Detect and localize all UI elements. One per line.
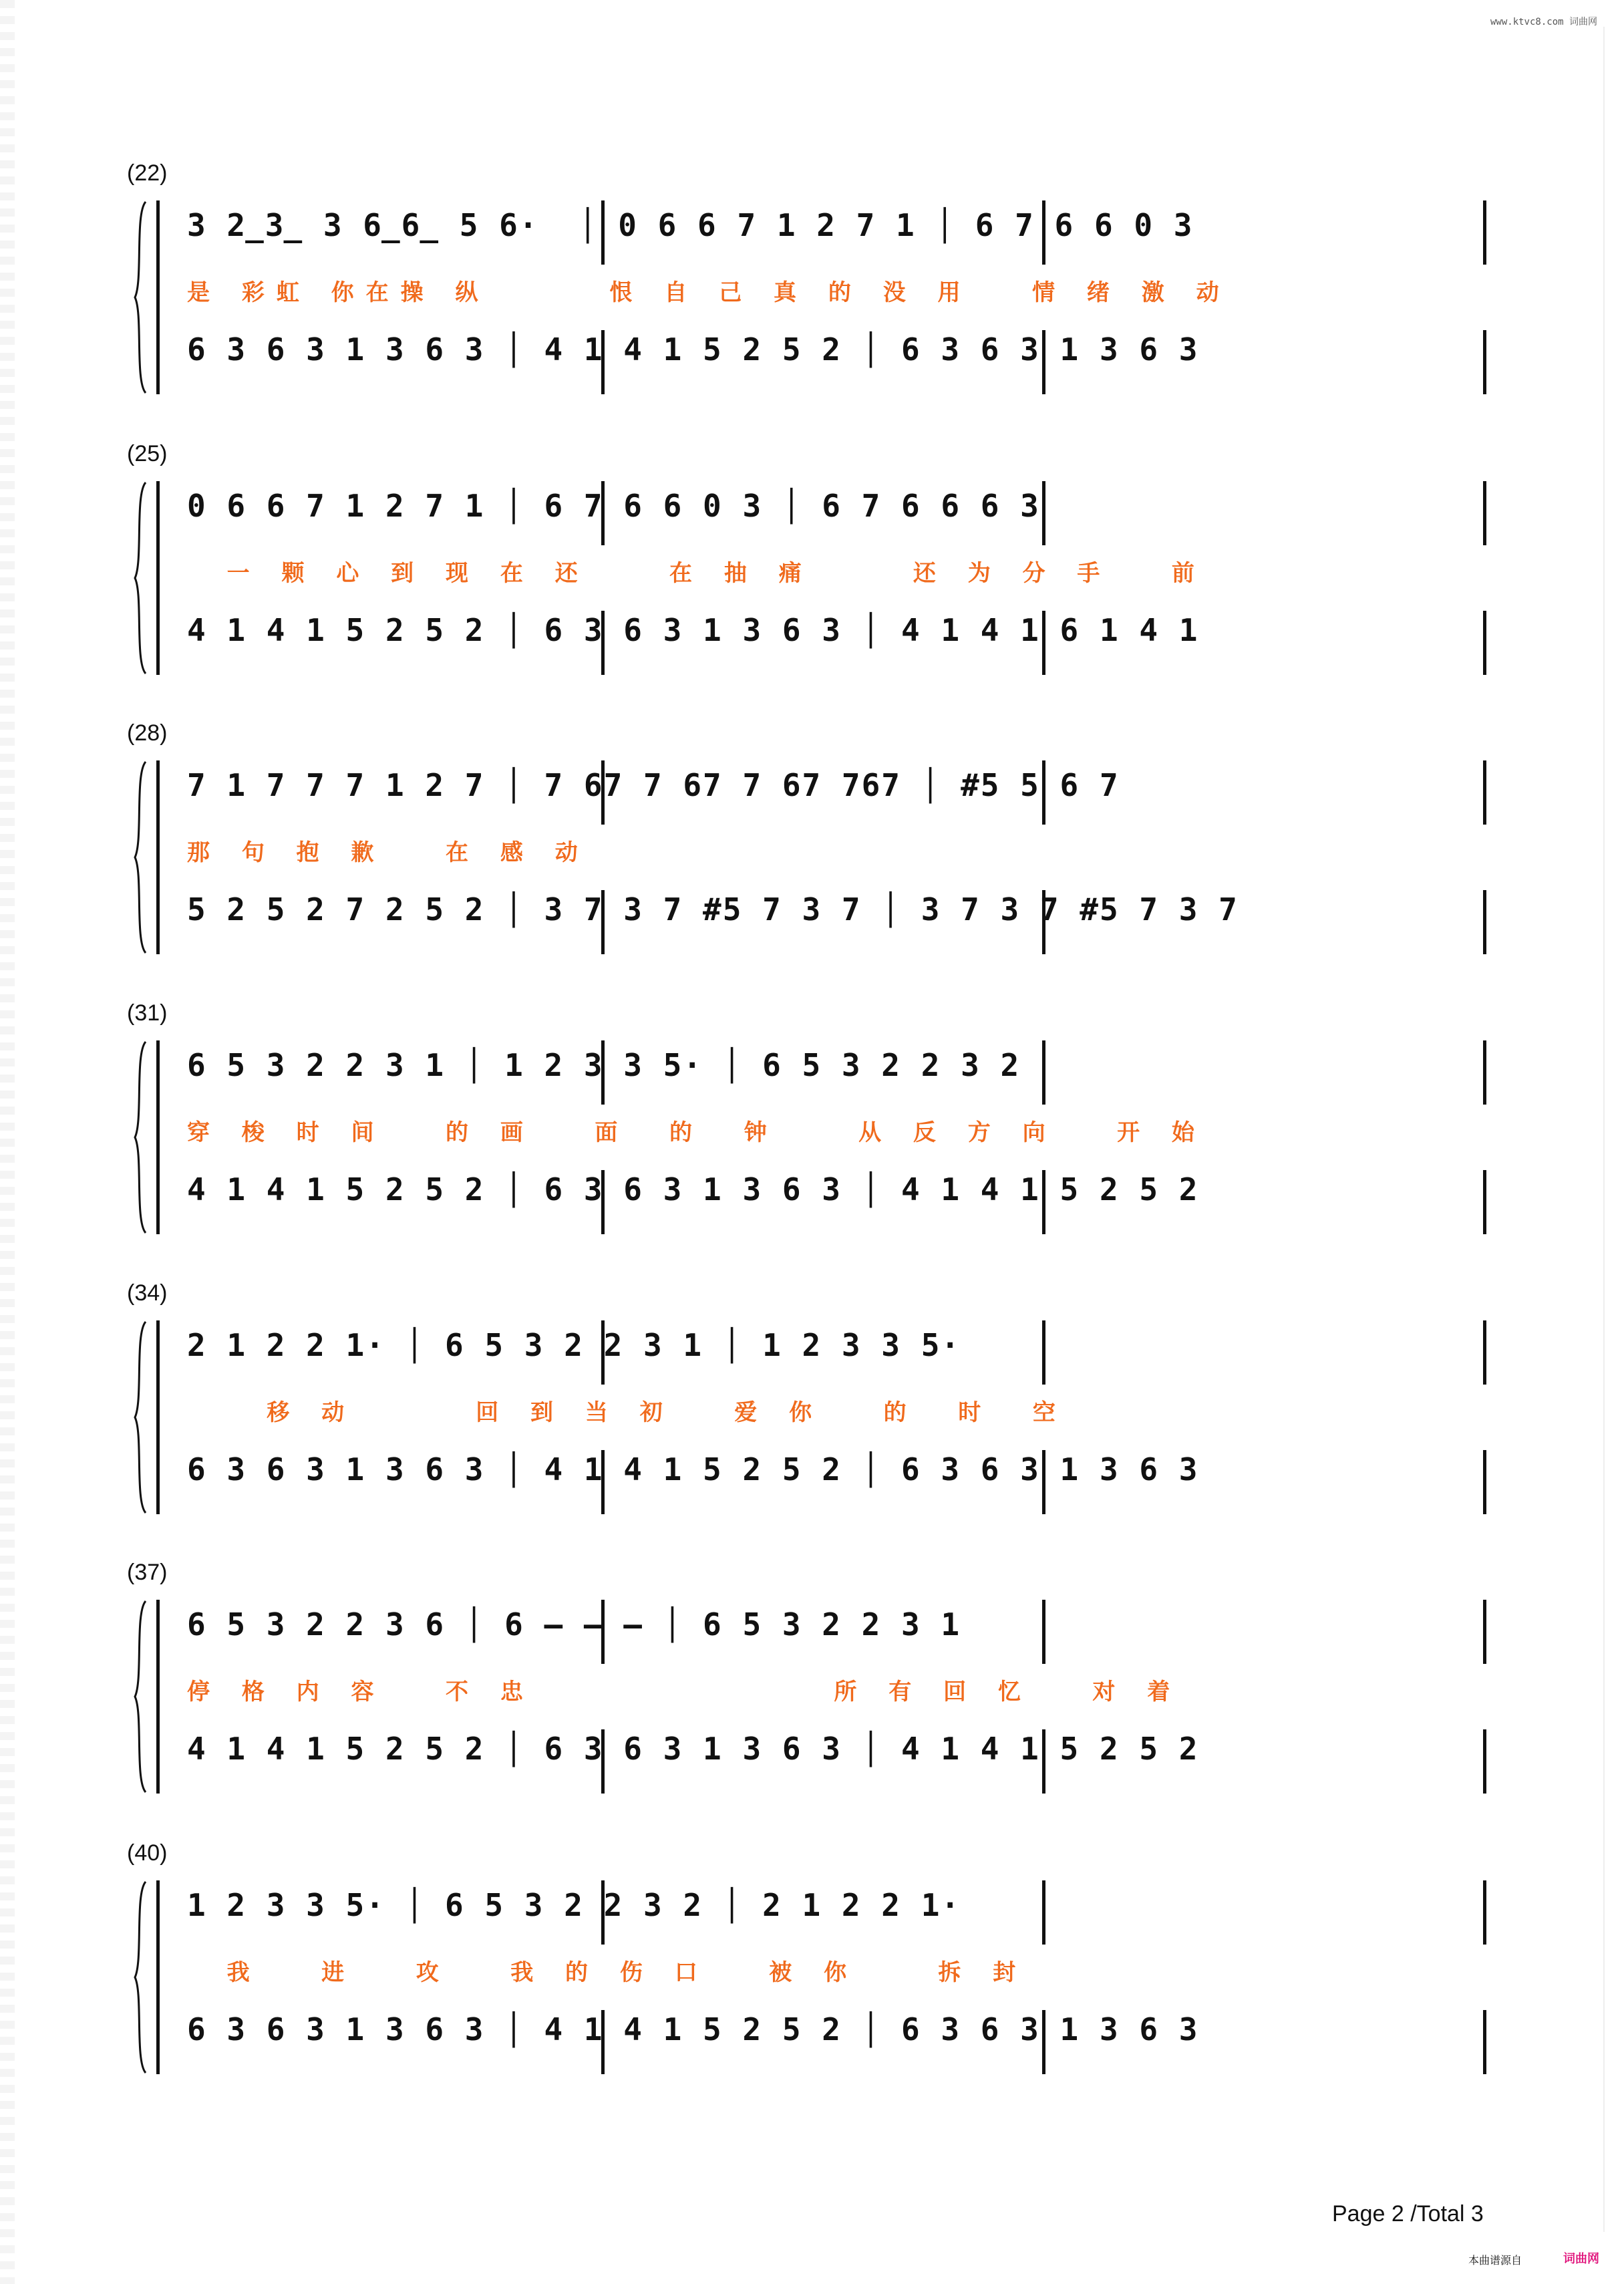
bass-line bbox=[187, 612, 1496, 659]
bass-line-text: 4 1 4 1 5 2 5 2 │ 6 3 6 3 1 3 6 3 │ 4 1 4 1 6 1 4 1 bbox=[187, 612, 1199, 648]
measure-number: (34) bbox=[127, 1280, 168, 1306]
system-brace bbox=[132, 1600, 148, 1794]
measure-number: (25) bbox=[127, 441, 168, 466]
system-brace bbox=[132, 760, 148, 954]
system-start-bar bbox=[156, 1880, 160, 2074]
melody-line bbox=[187, 1887, 1496, 1934]
system-brace bbox=[132, 1320, 148, 1514]
lyrics-line bbox=[187, 1389, 1496, 1435]
lyrics-line bbox=[187, 1668, 1496, 1715]
source-note: 本曲谱源自 bbox=[1468, 2255, 1522, 2267]
lyrics-line bbox=[187, 1109, 1496, 1155]
melody-line bbox=[187, 488, 1496, 535]
bass-line-text: 6 3 6 3 1 3 6 3 │ 4 1 4 1 5 2 5 2 │ 6 3 6 3 1 3 6 3 bbox=[187, 2011, 1199, 2047]
lyrics-line-text: 是 彩虹 你在操 纵 恨 自 己 真 的 没 用 情 绪 激 动 bbox=[187, 279, 1231, 306]
score-system bbox=[127, 1000, 1490, 1268]
melody-line bbox=[187, 1047, 1496, 1094]
score-system bbox=[127, 160, 1490, 428]
melody-line bbox=[187, 1327, 1496, 1374]
bass-line bbox=[187, 1451, 1496, 1498]
melody-line-text: 6 5 3 2 2 3 1 │ 1 2 3 3 5· │ 6 5 3 2 2 3 2 bbox=[187, 1047, 1021, 1083]
lyrics-line bbox=[187, 829, 1496, 875]
site-logo: 词曲网 bbox=[1563, 2252, 1599, 2265]
system-start-bar bbox=[156, 1600, 160, 1794]
lyrics-line-text: 那 句 抱 歉 在 感 动 bbox=[187, 839, 590, 866]
melody-line bbox=[187, 207, 1496, 254]
measure-number: (22) bbox=[127, 160, 168, 186]
lyrics-line-text: 穿 梭 时 间 的 画 面 的 钟 从 反 方 向 开 始 bbox=[187, 1119, 1206, 1146]
system-start-bar bbox=[156, 760, 160, 954]
page-margin-strip bbox=[0, 0, 15, 2284]
system-brace bbox=[132, 200, 148, 394]
system-start-bar bbox=[156, 200, 160, 394]
measure-number: (40) bbox=[127, 1840, 168, 1866]
measure-number: (28) bbox=[127, 720, 168, 746]
bass-line-text: 6 3 6 3 1 3 6 3 │ 4 1 4 1 5 2 5 2 │ 6 3 6 3 1 3 6 3 bbox=[187, 331, 1199, 368]
measure-number: (31) bbox=[127, 1000, 168, 1026]
lyrics-line-text: 一 颗 心 到 现 在 还 在 抽 痛 还 为 分 手 前 bbox=[187, 560, 1206, 587]
lyrics-line-text: 移 动 回 到 当 初 爱 你 的 时 空 bbox=[187, 1399, 1068, 1426]
system-brace bbox=[132, 1040, 148, 1234]
score-system bbox=[127, 1280, 1490, 1548]
lyrics-line bbox=[187, 269, 1496, 315]
lyrics-line bbox=[187, 1949, 1496, 1995]
melody-line-text: 0 6 6 7 1 2 7 1 │ 6 7 6 6 0 3 │ 6 7 6 6 6 3 bbox=[187, 488, 1040, 524]
bass-line bbox=[187, 1731, 1496, 1777]
melody-line bbox=[187, 1606, 1496, 1653]
system-brace bbox=[132, 1880, 148, 2074]
lyrics-line-text: 停 格 内 容 不 忠 所 有 回 忆 对 着 bbox=[187, 1679, 1182, 1705]
bass-line-text: 4 1 4 1 5 2 5 2 │ 6 3 6 3 1 3 6 3 │ 4 1 4 1 5 2 5 2 bbox=[187, 1731, 1199, 1767]
bass-line bbox=[187, 2011, 1496, 2058]
bass-line bbox=[187, 891, 1496, 938]
system-start-bar bbox=[156, 481, 160, 675]
melody-line bbox=[187, 767, 1496, 814]
bass-line bbox=[187, 331, 1496, 378]
bass-line-text: 5 2 5 2 7 2 5 2 │ 3 7 3 7 #5 7 3 7 │ 3 7 3 7 #5 7 3 7 bbox=[187, 891, 1239, 927]
melody-line-text: 1 2 3 3 5· │ 6 5 3 2 2 3 2 │ 2 1 2 2 1· bbox=[187, 1887, 961, 1923]
system-brace bbox=[132, 481, 148, 675]
system-start-bar bbox=[156, 1320, 160, 1514]
measure-number: (37) bbox=[127, 1560, 168, 1585]
score-system bbox=[127, 441, 1490, 708]
page-number: Page 2 /Total 3 bbox=[1332, 2201, 1484, 2227]
header-url: www.ktvc8.com 词曲网 bbox=[1490, 17, 1597, 27]
melody-line-text: 7 1 7 7 7 1 2 7 │ 7 67 7 67 7 67 767 │ #5 5 6 7 bbox=[187, 767, 1120, 803]
melody-line-text: 2 1 2 2 1· │ 6 5 3 2 2 3 1 │ 1 2 3 3 5· bbox=[187, 1327, 961, 1363]
melody-line-text: 6 5 3 2 2 3 6 │ 6 – – – │ 6 5 3 2 2 3 1 bbox=[187, 1606, 961, 1643]
lyrics-line-text: 我 进 攻 我 的 伤 口 被 你 拆 封 bbox=[187, 1959, 1028, 1986]
lyrics-line bbox=[187, 549, 1496, 596]
score-system bbox=[127, 1560, 1490, 1827]
melody-line-text: 3 2̲3̲ 3 6̲6̲ 5 6· │ 0 6 6 7 1 2 7 1 │ 6 7 6 6 0 3 bbox=[187, 207, 1194, 243]
bass-line-text: 6 3 6 3 1 3 6 3 │ 4 1 4 1 5 2 5 2 │ 6 3 6 3 1 3 6 3 bbox=[187, 1451, 1199, 1487]
score-system bbox=[127, 720, 1490, 988]
bass-line bbox=[187, 1171, 1496, 1218]
system-start-bar bbox=[156, 1040, 160, 1234]
score-system bbox=[127, 1840, 1490, 2108]
page-edge bbox=[1603, 27, 1605, 2232]
bass-line-text: 4 1 4 1 5 2 5 2 │ 6 3 6 3 1 3 6 3 │ 4 1 4 1 5 2 5 2 bbox=[187, 1171, 1199, 1207]
